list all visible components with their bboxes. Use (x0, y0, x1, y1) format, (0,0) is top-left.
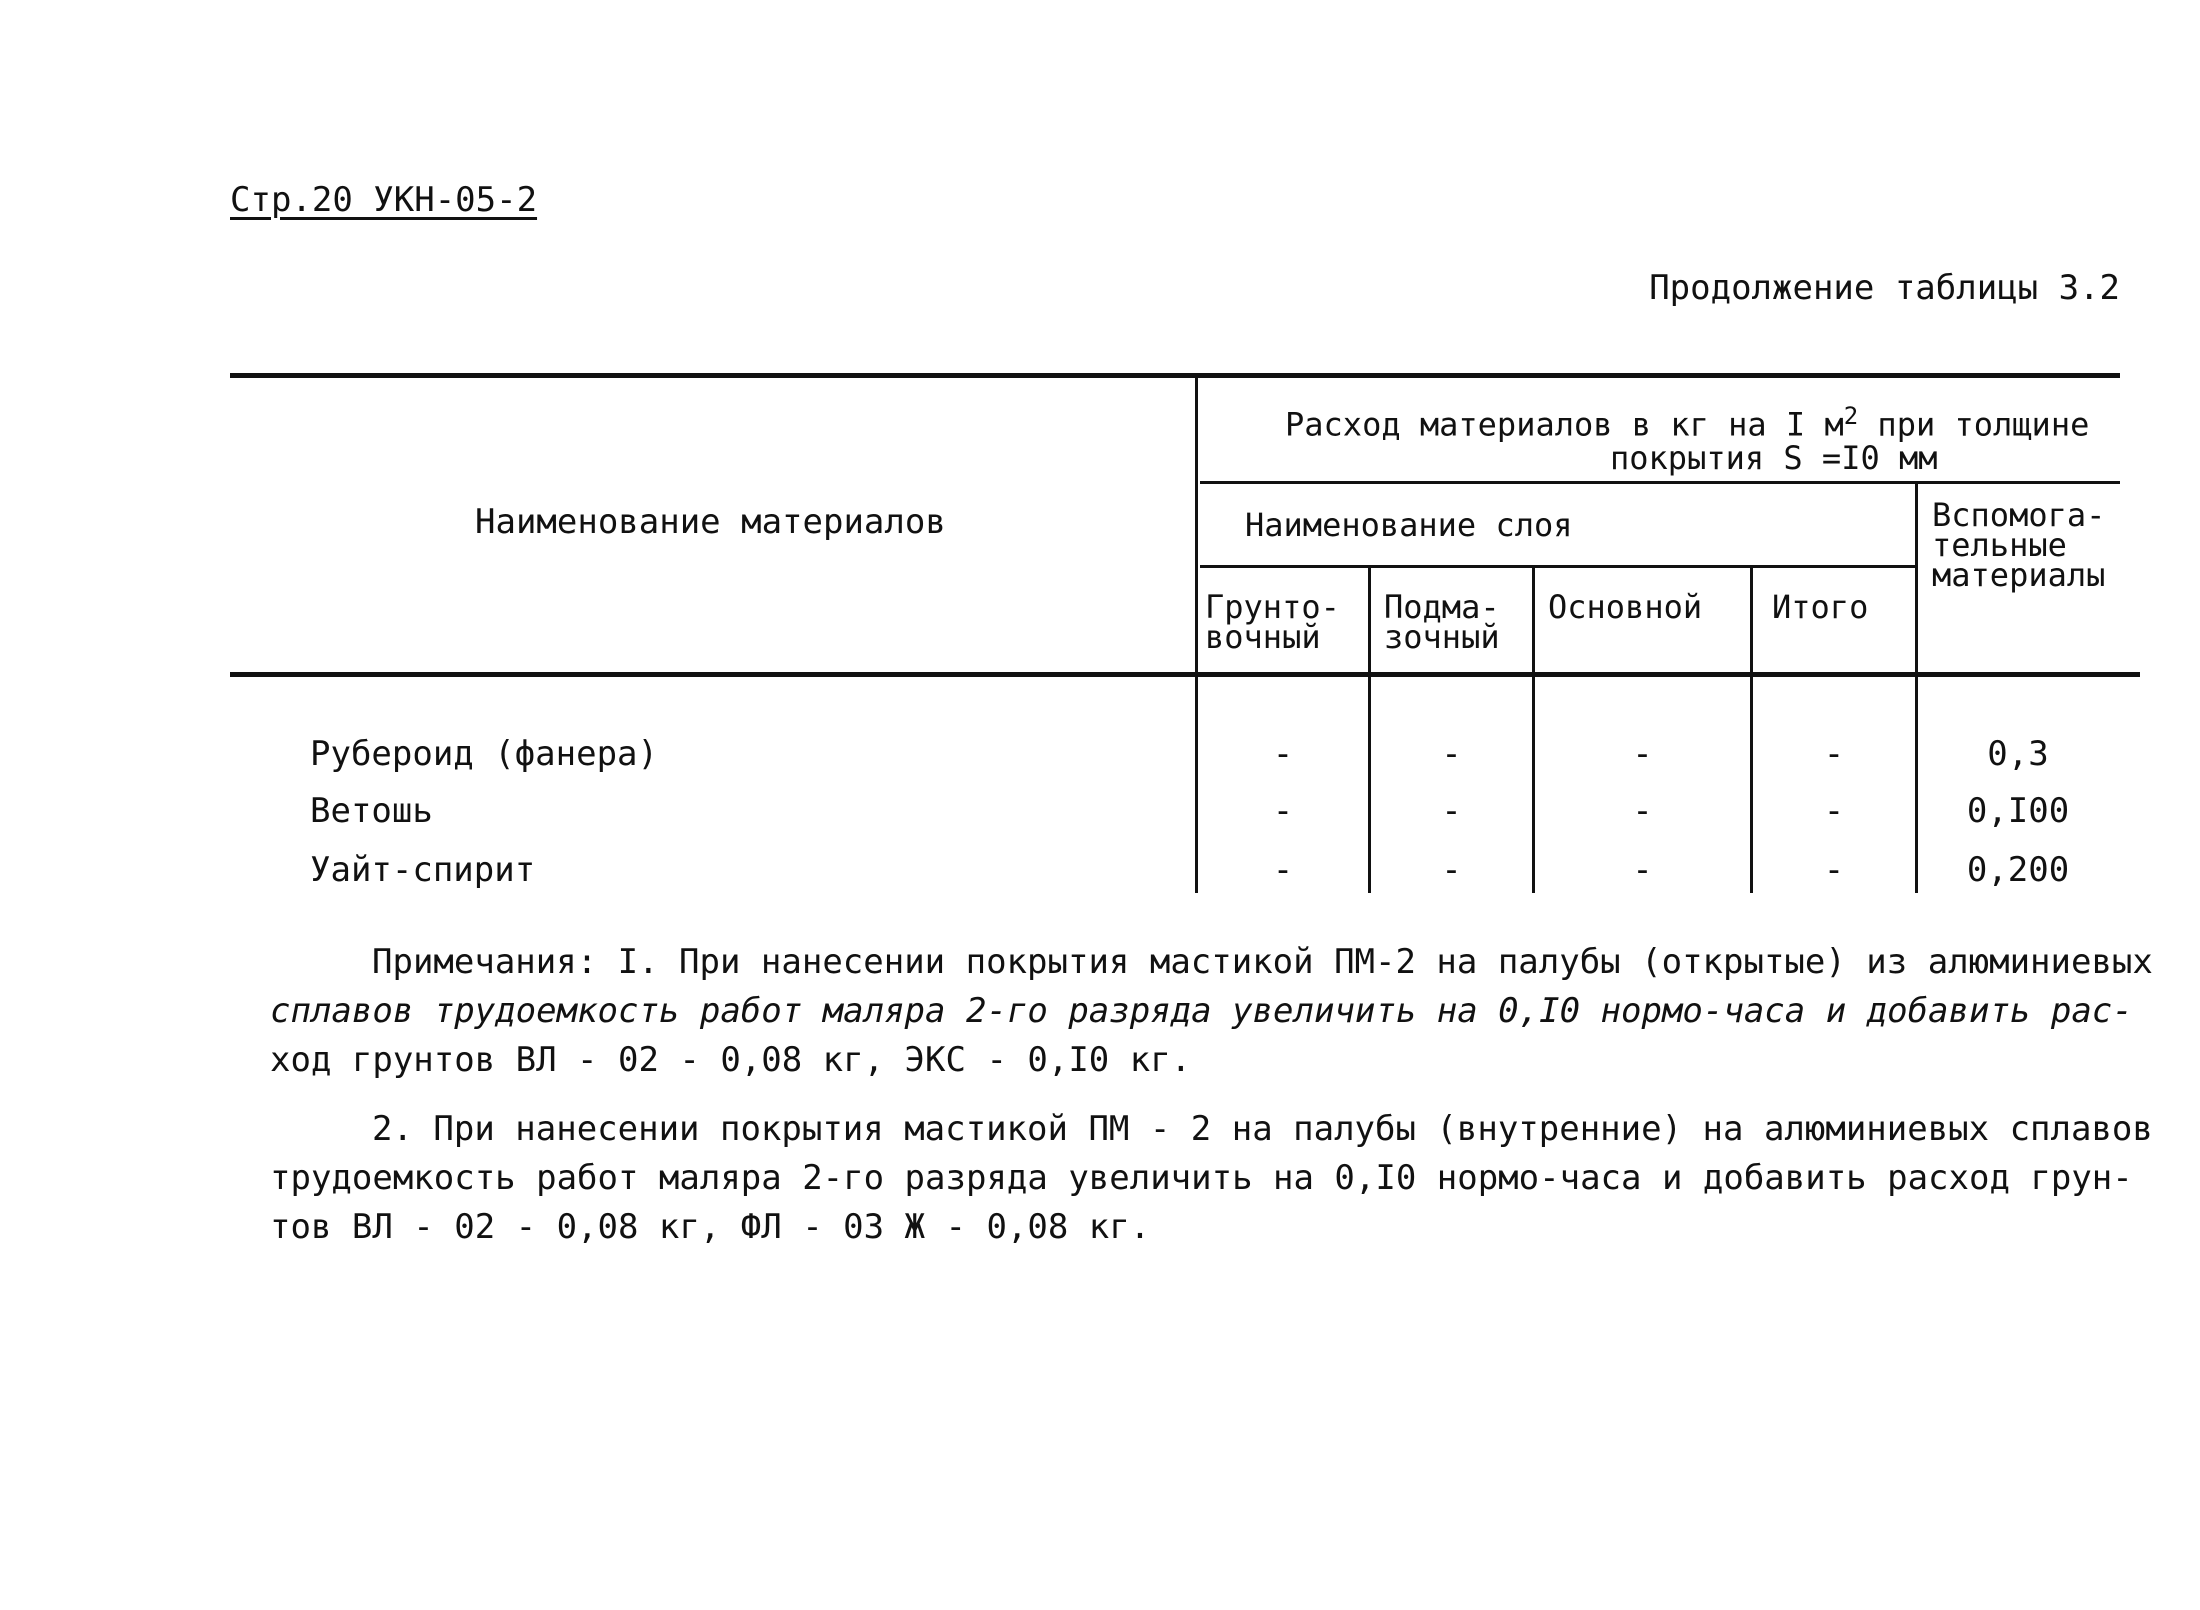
col-header-materials: Наименование материалов (475, 502, 946, 542)
cell-putty: - (1441, 791, 1462, 831)
col-divider-3 (1750, 565, 1753, 893)
cell-total: - (1823, 850, 1845, 890)
cell-main: - (1632, 734, 1653, 774)
cell-main: - (1632, 850, 1653, 890)
consumption-header-line2: покрытия S =I0 мм (1610, 439, 1938, 477)
cell-putty: - (1441, 850, 1462, 890)
note1-line1: Примечания: I. При нанесении покрытия мастикой ПМ-2 на палубы (открытые) из алюминиевых (372, 942, 2153, 982)
cell-putty: - (1441, 734, 1462, 774)
col-divider-2 (1532, 565, 1535, 893)
row-material-name: Уайт-спирит (310, 850, 536, 890)
col-header-putty: Подма- зочный (1384, 588, 1500, 656)
consumption-header-rule (1200, 481, 2120, 484)
note2-line3: тов ВЛ - 02 - 0,08 кг, ФЛ - 03 Ж - 0,08 кг. (270, 1207, 1151, 1247)
cell-primer: - (1272, 850, 1294, 890)
col-header-auxiliary: Вспомога- тельные материалы (1932, 496, 2106, 594)
table-top-rule (230, 373, 2120, 378)
consumption-header-superscript: 2 (1843, 402, 1859, 430)
layer-header-rule (1200, 565, 1915, 568)
note2-line1: 2. При нанесении покрытия мастикой ПМ - 2 на палубы (внутренние) на алюминиевых сплавов (372, 1109, 2153, 1149)
cell-auxiliary: 0,I00 (1966, 791, 2070, 831)
cell-total: - (1823, 791, 1845, 831)
cell-auxiliary: 0,3 (1987, 734, 2049, 774)
col-divider-aux (1915, 481, 1918, 893)
note1-line3: ход грунтов ВЛ - 02 - 0,08 кг, ЭКС - 0,I0 кг. (270, 1040, 1192, 1080)
page-reference: Стр.20 УКН-05-2 (230, 180, 538, 220)
note1-line2: сплавов трудоемкость работ маляра 2-го разряда увеличить на 0,I0 нормо-часа и добавить рас- (270, 991, 2133, 1031)
layer-group-header: Наименование слоя (1245, 506, 1573, 544)
row-material-name: Рубероид (фанера) (310, 734, 658, 774)
consumption-header-line1-tail: при толщине (1877, 405, 2090, 444)
header-bottom-rule (230, 672, 2140, 677)
note2-line2: трудоемкость работ маляра 2-го разряда увеличить на 0,I0 нормо-часа и добавить расход грун- (270, 1158, 2133, 1198)
col-header-main: Основной (1548, 588, 1703, 626)
cell-primer: - (1272, 734, 1294, 774)
cell-auxiliary: 0,200 (1966, 850, 2070, 890)
col-header-primer: Грунто- вочный (1205, 588, 1340, 656)
row-material-name: Ветошь (310, 791, 433, 831)
consumption-header-line1: Расход материалов в кг на I м (1285, 405, 1844, 444)
cell-total: - (1823, 734, 1845, 774)
cell-main: - (1632, 791, 1653, 831)
cell-primer: - (1272, 791, 1294, 831)
col-header-total: Итого (1772, 588, 1869, 626)
col-divider-1 (1368, 565, 1371, 893)
table-continuation-label: Продолжение таблицы 3.2 (1649, 268, 2120, 308)
